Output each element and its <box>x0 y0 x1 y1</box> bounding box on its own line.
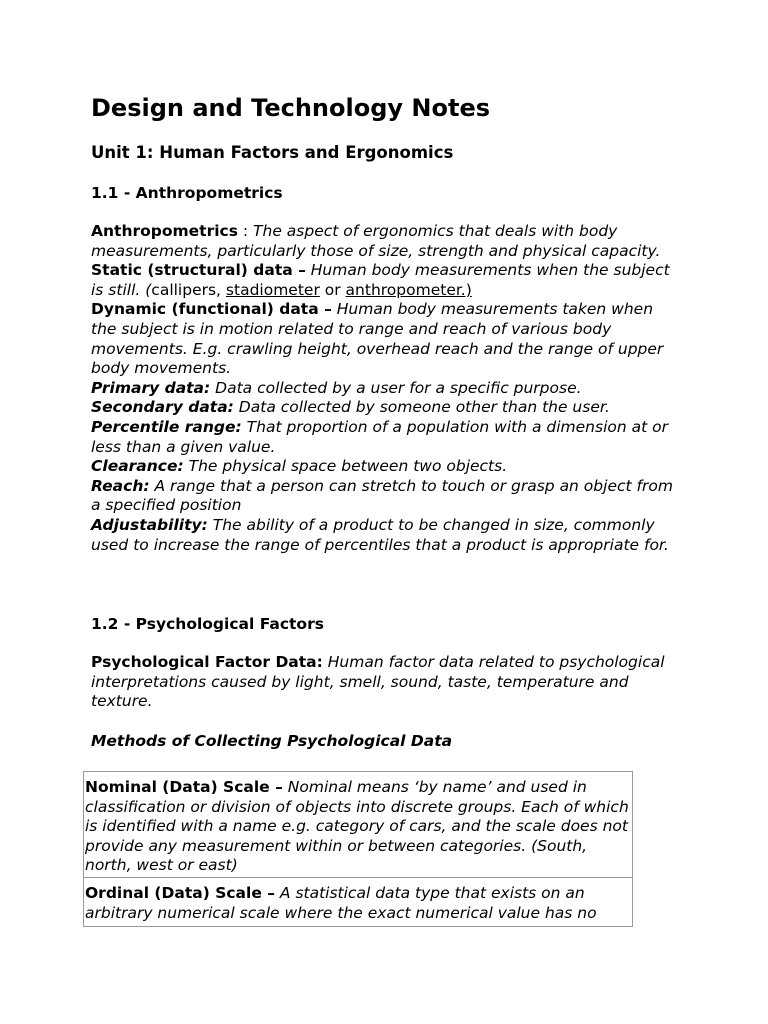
definition-text: Human body measurements when the subject is still. ( <box>91 261 670 299</box>
unit-heading: Unit 1: Human Factors and Ergonomics <box>91 143 454 162</box>
definition-text: That proportion of a population with a dimension at or less than a given value. <box>91 417 668 456</box>
anthropometrics-definitions <box>91 222 683 555</box>
term: Secondary data: <box>91 398 234 417</box>
term: Anthropometrics <box>91 222 238 240</box>
scale-term: Ordinal (Data) Scale – <box>85 883 275 902</box>
definition-text: Data collected by a user for a specific purpose. <box>210 378 582 397</box>
definition-clearance <box>91 457 683 477</box>
scale-definition: Nominal means ‘by name’ and used in classification or division of objects into discrete groups. Each of which is identified with a name e.g. category of cars, and the scale does not provide any measurement within or between categories. (South, north, west or east) <box>85 778 629 875</box>
scale-term: Nominal (Data) Scale – <box>85 778 283 796</box>
anthropometer-text: anthropometer.) <box>345 280 472 299</box>
scales-table <box>83 771 633 927</box>
table-row <box>84 878 632 924</box>
term: Primary data: <box>91 378 211 397</box>
section-heading-anthropometrics: 1.1 - Anthropometrics <box>91 184 283 202</box>
definition-text: Data collected by someone other than the user. <box>233 398 610 417</box>
definition-dynamic-data <box>91 300 683 378</box>
term: Static (structural) data – <box>91 261 306 280</box>
section-heading-psychological-factors: 1.2 - Psychological Factors <box>91 615 324 633</box>
definition-psychological-factor-data <box>91 653 683 712</box>
definition-anthropometrics <box>91 222 683 261</box>
term: Reach: <box>91 476 150 495</box>
psychological-factor-definition <box>91 653 683 712</box>
definition-percentile-range <box>91 418 683 457</box>
table-row <box>84 772 632 878</box>
term: Psychological Factor Data: <box>91 653 323 671</box>
term: Clearance: <box>91 457 184 476</box>
definition-text: Human factor data related to psychological interpretations caused by light, smell, sound, taste, temperature and texture. <box>91 653 665 711</box>
definition-text: Human body measurements taken when the subject is in motion related to range and reach of various body movements. E.g. crawling height, overhead reach and the range of upper body movements. <box>91 300 664 378</box>
term: Adjustability: <box>91 515 208 534</box>
document-title: Design and Technology Notes <box>91 94 490 122</box>
methods-heading: Methods of Collecting Psychological Data <box>91 732 453 750</box>
definition-adjustability <box>91 516 683 555</box>
definition-text: The ability of a product to be changed in size, commonly used to increase the range of percentiles that a product is appropriate for. <box>91 515 669 554</box>
definition-secondary-data <box>91 398 683 418</box>
separator: : <box>237 222 254 240</box>
definition-static-data <box>91 261 683 300</box>
definition-reach <box>91 477 683 516</box>
definition-text: The physical space between two objects. <box>183 457 508 476</box>
definition-text: A range that a person can stretch to touch or grasp an object from a specified position <box>91 476 673 515</box>
term: Percentile range: <box>91 417 242 436</box>
definition-text: The aspect of ergonomics that deals with body measurements, particularly those of size, strength and physical capacity. <box>91 222 661 260</box>
term: Dynamic (functional) data – <box>91 300 332 319</box>
or-text: or <box>319 280 346 299</box>
definition-primary-data <box>91 379 683 399</box>
callipers-text: callipers, <box>151 280 226 299</box>
scale-definition: A statistical data type that exists on an arbitrary numerical scale where the exact numerical value has no <box>85 883 597 922</box>
stadiometer-text: stadiometer <box>225 280 320 299</box>
